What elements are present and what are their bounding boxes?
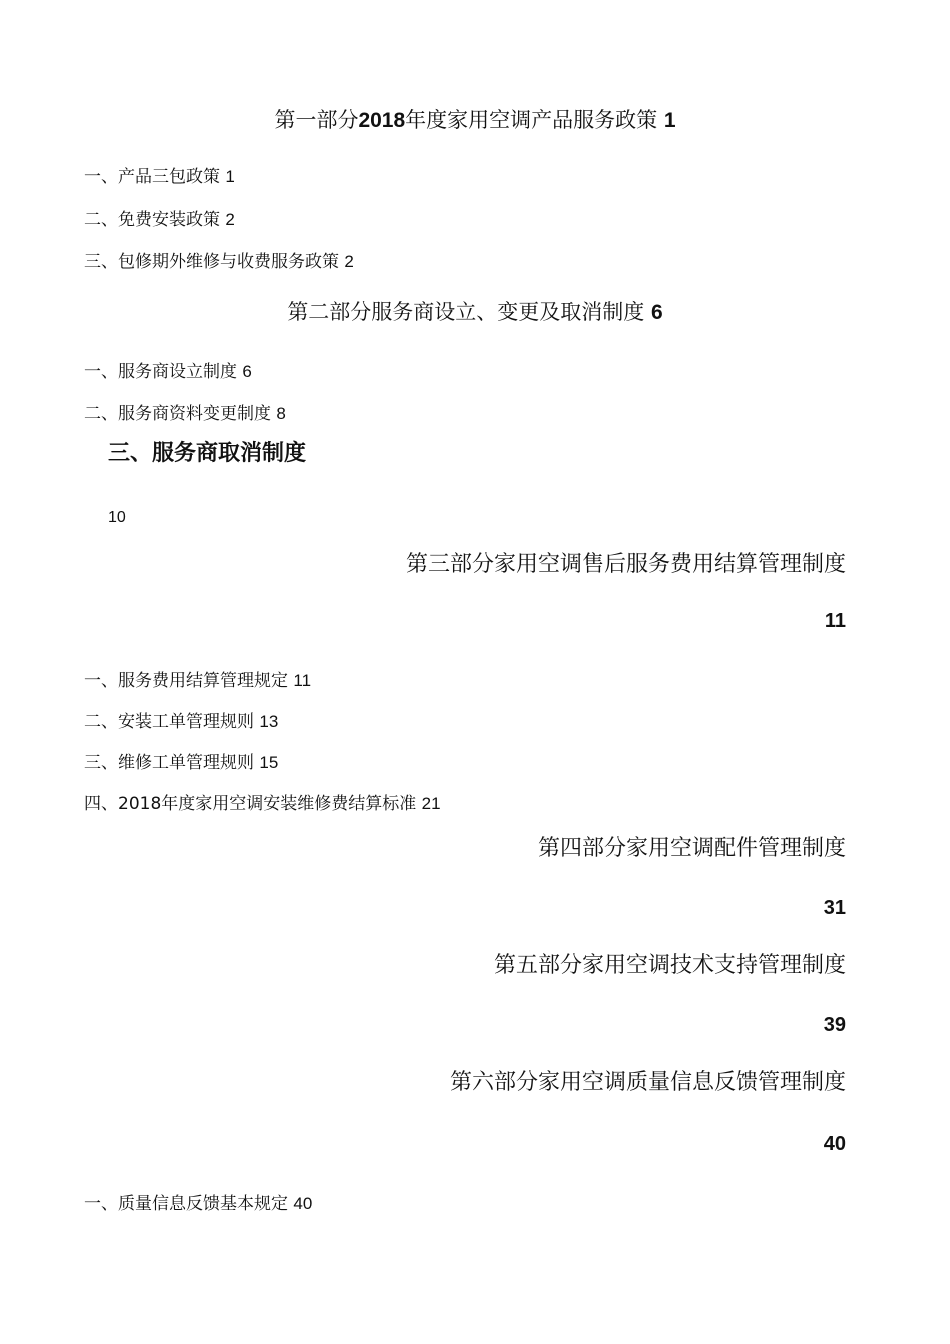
part2-heading bbox=[0, 296, 950, 326]
part6-title: 第六部分家用空调质量信息反馈管理制度 bbox=[449, 1070, 846, 1095]
toc-item-page: 11 bbox=[293, 671, 312, 690]
part2-page: 6 bbox=[651, 301, 663, 324]
toc-item-page: 1 bbox=[225, 167, 235, 186]
part1-heading bbox=[0, 104, 950, 134]
toc-item-label: 一、服务商设立制度 bbox=[84, 362, 237, 382]
part4-page: 31 bbox=[823, 897, 846, 919]
toc-item-label: 二、免费安装政策 bbox=[84, 210, 220, 230]
part1-title: 年度家用空调产品服务政策 bbox=[405, 108, 658, 132]
toc-item-label: 一、产品三包政策 bbox=[84, 167, 220, 187]
part4-title: 第四部分家用空调配件管理制度 bbox=[537, 836, 846, 861]
part3-page: 11 bbox=[824, 610, 846, 632]
toc-item-label: 三、维修工单管理规则 bbox=[84, 753, 254, 773]
part2-title: 第二部分服务商设立、变更及取消制度 bbox=[287, 300, 645, 324]
toc-item-label: 一、服务费用结算管理规定 bbox=[84, 671, 288, 691]
toc-item bbox=[84, 205, 235, 230]
toc-item-page: 8 bbox=[276, 404, 286, 423]
toc-item bbox=[84, 666, 311, 691]
toc-item bbox=[84, 399, 286, 424]
toc-item bbox=[84, 789, 441, 814]
toc-item-label: 二、服务商资料变更制度 bbox=[84, 404, 271, 424]
toc-item-page: 2 bbox=[344, 252, 354, 271]
toc-item bbox=[84, 748, 278, 773]
toc-item-page: 13 bbox=[259, 712, 279, 731]
toc-item-page: 2 bbox=[225, 210, 235, 229]
toc-item-label: 一、质量信息反馈基本规定 bbox=[84, 1194, 288, 1214]
part2-item3-page: 10 bbox=[108, 509, 126, 526]
part2-item3-label: 三、服务商取消制度 bbox=[108, 441, 307, 466]
toc-item-label: 四、2018年度家用空调安装维修费结算标准 bbox=[84, 794, 417, 814]
part1-prefix: 第一部分 bbox=[274, 108, 359, 132]
toc-item bbox=[84, 162, 235, 187]
part5-page: 39 bbox=[823, 1014, 846, 1036]
toc-item-page: 40 bbox=[293, 1194, 313, 1213]
toc-item-page: 15 bbox=[259, 753, 279, 772]
part3-title: 第三部分家用空调售后服务费用结算管理制度 bbox=[405, 552, 846, 577]
toc-item-page: 21 bbox=[421, 794, 441, 813]
toc-item bbox=[84, 1189, 312, 1214]
toc-item-page: 6 bbox=[242, 362, 252, 381]
part1-year: 2018 bbox=[358, 109, 406, 132]
part6-page: 40 bbox=[823, 1133, 846, 1155]
part1-page: 1 bbox=[663, 109, 676, 132]
toc-item bbox=[84, 247, 354, 272]
toc-item bbox=[84, 357, 252, 382]
toc-item-label: 二、安装工单管理规则 bbox=[84, 712, 254, 732]
toc-item-label: 三、包修期外维修与收费服务政策 bbox=[84, 252, 339, 272]
toc-item bbox=[84, 707, 278, 732]
part5-title: 第五部分家用空调技术支持管理制度 bbox=[493, 953, 846, 978]
